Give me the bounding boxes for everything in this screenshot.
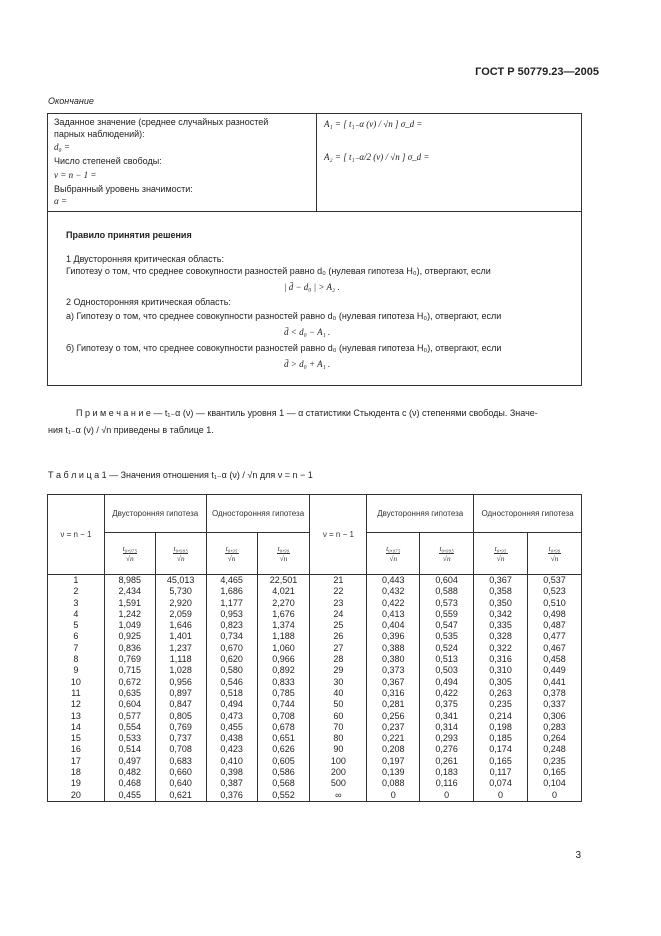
table-cell: 6	[73, 631, 79, 642]
quantile-table	[47, 494, 582, 802]
table-cell: 23	[333, 597, 344, 608]
table-cell: 0,546	[220, 676, 243, 687]
table-cell: 17	[70, 755, 81, 766]
table-cell: 0,335	[489, 620, 512, 631]
table-cell: 0,316	[382, 687, 405, 698]
a2-formula: A₂ = [ t₁₋α/2 (ν) / √n ] σ_d =	[324, 152, 430, 162]
table-cell: 0,660	[169, 767, 192, 778]
table-cell: 0,455	[118, 789, 142, 800]
table-cell: 0,208	[382, 744, 405, 755]
d0-field: d₀ =	[54, 142, 70, 152]
table-cell: 0,197	[382, 755, 405, 766]
table-cell: 0,088	[382, 778, 405, 789]
table-cell: 0,897	[169, 687, 192, 698]
table-cell: 9	[73, 665, 79, 676]
table-cell: 1,237	[169, 642, 192, 653]
table-cell: 16	[70, 744, 81, 755]
table-cell: 0,510	[543, 597, 566, 608]
table-cell: 0,953	[220, 608, 243, 619]
table-cell: 0,388	[382, 642, 405, 653]
table-cell: 15	[70, 733, 81, 744]
table-cell: 27	[333, 642, 344, 653]
sub-t099-right: $\frac{\text{t₀,₉₉}}{√n}$	[528, 533, 582, 575]
table-cell: 0,468	[118, 778, 142, 789]
page-number: 3	[575, 850, 581, 861]
dof-label: Число степеней свободы:	[54, 156, 162, 166]
table-cell: 500	[330, 778, 346, 789]
left-t0995-column	[155, 575, 206, 802]
table-cell: 0,737	[169, 733, 192, 744]
table-cell: ∞	[335, 789, 342, 800]
table-cell: 0,670	[220, 642, 243, 653]
table-cell: 0,185	[489, 733, 512, 744]
table-cell: 0,956	[169, 676, 192, 687]
table-cell: 40	[333, 687, 344, 698]
table-cell: 90	[333, 744, 344, 755]
continuation-label: Окончание	[48, 96, 94, 106]
table-cell: 5,730	[169, 586, 192, 597]
table-cell: 2,920	[169, 597, 192, 608]
table-cell: 0,117	[489, 767, 512, 778]
table-cell: 13	[70, 710, 81, 721]
table-cell: 0,316	[489, 654, 512, 665]
table-cell: 70	[333, 721, 344, 732]
right-t0995-column	[420, 575, 474, 802]
right-nu-column	[310, 575, 367, 802]
table-cell: 0,620	[220, 654, 243, 665]
table-cell: 0,174	[489, 744, 512, 755]
table-cell: 0,443	[382, 575, 405, 585]
a1-formula: A₁ = [ t₁₋α (ν) / √n ] σ_d =	[324, 119, 423, 129]
table-cell: 2	[73, 586, 79, 597]
table-cell: 0,441	[543, 676, 566, 687]
table-cell: 0,966	[272, 654, 295, 665]
table-cell: 0,635	[118, 687, 142, 698]
table-cell: 4,021	[272, 586, 295, 597]
table-cell: 2,434	[118, 586, 142, 597]
table-cell: 1,374	[272, 620, 295, 631]
input-fields	[48, 114, 317, 211]
table-cell: 0,328	[489, 631, 512, 642]
table-cell: 0,261	[435, 755, 458, 766]
table-cell: 0,523	[543, 586, 566, 597]
table-cell: 0	[498, 789, 504, 800]
table-cell: 29	[333, 665, 344, 676]
table-cell: 0,256	[382, 710, 405, 721]
table-cell: 0,378	[543, 687, 566, 698]
table-cell: 0,744	[272, 699, 295, 710]
table-cell: 0,514	[118, 744, 142, 755]
table-cell: 14	[70, 721, 81, 732]
table-cell: 0,494	[220, 699, 243, 710]
table-cell: 28	[333, 654, 344, 665]
table-cell: 0,423	[220, 744, 243, 755]
rule-title: Правило принятия решения	[66, 230, 192, 240]
table-cell: 21	[333, 575, 344, 585]
rule-2a-condition: d̄ < d₀ − A₁ .	[284, 327, 331, 337]
table-cell: 0,293	[435, 733, 458, 744]
table-cell: 24	[333, 608, 344, 619]
table-cell: 0,503	[435, 665, 458, 676]
table-cell: 0,350	[489, 597, 512, 608]
table-cell: 0,554	[118, 721, 142, 732]
table-cell: 5	[73, 620, 79, 631]
table-cell: 0,494	[435, 676, 458, 687]
table-cell: 7	[73, 642, 79, 653]
table-cell: 0,621	[169, 789, 192, 800]
table-cell: 0,833	[272, 676, 295, 687]
table-cell: 0,605	[272, 755, 295, 766]
table-cell: 0,477	[543, 631, 566, 642]
two-sided-header: Двусторонняя гипотеза	[104, 495, 206, 533]
alpha-field: α =	[54, 196, 68, 206]
table-cell: 0,235	[489, 699, 512, 710]
table-cell: 50	[333, 699, 344, 710]
table-cell: 1,060	[272, 642, 295, 653]
table-cell: 0,314	[435, 721, 458, 732]
note	[48, 405, 588, 439]
table-cell: 11	[71, 687, 81, 698]
table-cell: 0,580	[220, 665, 243, 676]
table-cell: 0,568	[272, 778, 295, 789]
table-cell: 0,524	[435, 642, 458, 653]
table-cell: 0,683	[169, 755, 192, 766]
table-cell: 0,518	[220, 687, 243, 698]
table-cell: 0,104	[543, 778, 566, 789]
table-cell: 1,177	[220, 597, 243, 608]
table-cell: 0,337	[543, 699, 566, 710]
table-cell: 0,438	[220, 733, 243, 744]
table-cell: 0,183	[435, 767, 458, 778]
table-cell: 0,836	[118, 642, 142, 653]
rule-2-heading: 2 Односторонняя критическая область:	[66, 297, 231, 307]
table-cell: 0,367	[489, 575, 512, 585]
table-cell: 0,422	[382, 597, 405, 608]
table-cell: 0,482	[118, 767, 142, 778]
table-cell: 3	[73, 597, 79, 608]
table-cell: 0,513	[435, 654, 458, 665]
input-section	[48, 114, 581, 212]
table-cell: 0,678	[272, 721, 295, 732]
left-t0975-column	[104, 575, 155, 802]
rule-2b-condition: d̄ > d₀ + A₁ .	[284, 359, 331, 369]
table-cell: 4,465	[220, 575, 243, 585]
table-cell: 60	[333, 710, 344, 721]
table-cell: 0,573	[435, 597, 458, 608]
table-cell: 0,422	[435, 687, 458, 698]
table-cell: 19	[70, 778, 81, 789]
formula-fields	[316, 114, 581, 211]
table-cell: 0,734	[220, 631, 243, 642]
table-cell: 0,847	[169, 699, 192, 710]
table-cell: 0,487	[543, 620, 566, 631]
table-cell: 0,498	[543, 608, 566, 619]
sub-t0975: $\frac{\text{t₀,₉₇₅}}{√n}$	[104, 533, 155, 575]
rule-2a-text: а) Гипотезу о том, что среднее совокупности разностей равно d₀ (нулевая гипотеза H₀), отвергают, если	[66, 311, 502, 321]
table-cell: 0,769	[169, 721, 192, 732]
table-cell: 0,214	[489, 710, 512, 721]
table-cell: 0,410	[220, 755, 243, 766]
table-cell: 10	[70, 676, 81, 687]
table-cell: 0,805	[169, 710, 192, 721]
table-cell: 0,586	[272, 767, 295, 778]
table-cell: 1,591	[118, 597, 142, 608]
nu-header-right: ν = n − 1	[310, 495, 367, 575]
table-cell: 80	[333, 733, 344, 744]
right-t095-column	[474, 575, 528, 802]
table-cell: 0,380	[382, 654, 405, 665]
table-cell: 0,310	[489, 665, 512, 676]
table-cell: 0,237	[382, 721, 405, 732]
table-cell: 0,387	[220, 778, 243, 789]
table-cell: 0,604	[118, 699, 142, 710]
sub-t095-right: $\frac{\text{t₀,₉₅}}{√n}$	[474, 533, 528, 575]
table-cell: 1,646	[169, 620, 192, 631]
table-cell: 22,501	[269, 575, 298, 585]
table-cell: 0,535	[435, 631, 458, 642]
rule-1-heading: 1 Двусторонняя критическая область:	[66, 254, 224, 264]
sub-t095: $\frac{\text{t₀,₉₅}}{√n}$	[206, 533, 257, 575]
table-cell: 0,458	[543, 654, 566, 665]
table-cell: 0,341	[435, 710, 458, 721]
table-cell: 0,373	[382, 665, 405, 676]
table-cell: 0,404	[382, 620, 405, 631]
table-cell: 1,028	[169, 665, 192, 676]
right-t099-column	[528, 575, 582, 802]
given-value-label: Заданное значение (среднее случайных разностей	[54, 117, 269, 127]
table-cell: 8,985	[118, 575, 142, 585]
table-cell: 0,533	[118, 733, 142, 744]
table-cell: 0,322	[489, 642, 512, 653]
table-cell: 1,401	[169, 631, 192, 642]
table-cell: 0,413	[382, 608, 405, 619]
table-cell: 1	[73, 575, 79, 585]
table-cell: 0,276	[435, 744, 458, 755]
table-cell: 0,823	[220, 620, 243, 631]
table-cell: 0,221	[382, 733, 405, 744]
table-cell: 0,305	[489, 676, 512, 687]
table-cell: 0,552	[272, 789, 295, 800]
table-cell: 0,263	[489, 687, 512, 698]
table-cell: 0,306	[543, 710, 566, 721]
table-cell: 0,264	[543, 733, 566, 744]
sub-t0995-right: $\frac{\text{t₀,₉₉₅}}{√n}$	[420, 533, 474, 575]
table-cell: 0,455	[220, 721, 243, 732]
table-cell: 0,559	[435, 608, 458, 619]
left-nu-column	[48, 575, 105, 802]
table-cell: 0,651	[272, 733, 295, 744]
table-cell: 0,708	[272, 710, 295, 721]
sub-t0975-right: $\frac{\text{t₀,₉₇₅}}{√n}$	[367, 533, 420, 575]
note-line-2: ния t₁₋α (ν) / √n приведены в таблице 1.	[48, 425, 214, 435]
table-caption: Т а б л и ц а 1 — Значения отношения t₁₋α (ν) / √n для ν = n − 1	[48, 470, 313, 480]
table-cell: 0,342	[489, 608, 512, 619]
nu-header: ν = n − 1	[48, 495, 105, 575]
table-cell: 0,547	[435, 620, 458, 631]
table-cell: 0,367	[382, 676, 405, 687]
sub-t0995: $\frac{\text{t₀,₉₉₅}}{√n}$	[155, 533, 206, 575]
right-t0975-column	[367, 575, 420, 802]
table-cell: 0,198	[489, 721, 512, 732]
rule-2b-text: б) Гипотезу о том, что среднее совокупности разностей равно d₀ (нулевая гипотеза H₀), отвергают, если	[66, 343, 502, 353]
table-body-row	[48, 575, 582, 802]
table-cell: 25	[333, 620, 344, 631]
table-cell: 0,672	[118, 676, 142, 687]
nu-field: ν = n − 1 =	[54, 170, 97, 180]
table-cell: 45,013	[166, 575, 195, 585]
table-cell: 0,139	[382, 767, 405, 778]
table-cell: 20	[70, 789, 81, 800]
table-cell: 26	[333, 631, 344, 642]
rule-1-text: Гипотезу о том, что среднее совокупности разностей равно d₀ (нулевая гипотеза H₀), отвергают, если	[66, 266, 491, 276]
table-cell: 22	[333, 586, 344, 597]
table-cell: 0,283	[543, 721, 566, 732]
table-cell: 0,165	[489, 755, 512, 766]
form-box	[47, 113, 582, 386]
table-cell: 1,188	[272, 631, 295, 642]
table-cell: 2,059	[169, 608, 192, 619]
table-cell: 0,376	[220, 789, 243, 800]
table-cell: 4	[73, 608, 79, 619]
table-cell: 0,769	[118, 654, 142, 665]
table-cell: 0,467	[543, 642, 566, 653]
table-cell: 0,116	[435, 778, 458, 789]
table-cell: 0,497	[118, 755, 142, 766]
table-cell: 0,432	[382, 586, 405, 597]
rule-1-condition: | d̄ − d₀ | > A₂ .	[284, 282, 340, 292]
table-cell: 2,270	[272, 597, 295, 608]
table-cell: 0,626	[272, 744, 295, 755]
table-cell: 0,640	[169, 778, 192, 789]
table-cell: 0,398	[220, 767, 243, 778]
table-cell: 1,118	[169, 654, 192, 665]
table-cell: 0,375	[435, 699, 458, 710]
table-cell: 0,892	[272, 665, 295, 676]
table-cell: 0,715	[118, 665, 142, 676]
table-cell: 0,235	[543, 755, 566, 766]
table-cell: 0,588	[435, 586, 458, 597]
table-cell: 0	[444, 789, 450, 800]
table-cell: 0	[552, 789, 558, 800]
table-cell: 0	[390, 789, 396, 800]
table-cell: 0,473	[220, 710, 243, 721]
table-cell: 0,396	[382, 631, 405, 642]
left-t099-column	[257, 575, 310, 802]
table-cell: 30	[333, 676, 344, 687]
table-cell: 1,049	[118, 620, 142, 631]
table-cell: 0,074	[489, 778, 512, 789]
note-line-1: П р и м е ч а н и е — t₁₋α (ν) — квантиль уровня 1 — α статистики Стьюдента с (ν) степенями свободы. Значе-	[76, 408, 538, 418]
table-cell: 0,281	[382, 699, 405, 710]
left-t095-column	[206, 575, 257, 802]
table-cell: 1,676	[272, 608, 295, 619]
table-header-row	[48, 495, 582, 533]
table-cell: 200	[330, 767, 346, 778]
alpha-label: Выбранный уровень значимости:	[54, 184, 193, 194]
table-cell: 0,165	[543, 767, 566, 778]
sub-t099: $\frac{\text{t₀,₉₉}}{√n}$	[257, 533, 310, 575]
table-cell: 0,604	[435, 575, 458, 585]
table-cell: 0,537	[543, 575, 566, 585]
given-value-label-cont: парных наблюдений):	[54, 129, 145, 139]
table-cell: 0,358	[489, 586, 512, 597]
table-cell: 12	[70, 699, 81, 710]
table-cell: 18	[70, 767, 81, 778]
table-cell: 0,708	[169, 744, 192, 755]
table-cell: 1,686	[220, 586, 243, 597]
table-cell: 0,925	[118, 631, 142, 642]
table-cell: 0,577	[118, 710, 142, 721]
two-sided-header-right: Двусторонняя гипотеза	[367, 495, 474, 533]
table-cell: 0,785	[272, 687, 295, 698]
table-cell: 0,248	[543, 744, 566, 755]
one-sided-header-right: Односторонняя гипотеза	[474, 495, 582, 533]
table-cell: 8	[73, 654, 79, 665]
standard-header: ГОСТ Р 50779.23—2005	[475, 66, 599, 78]
table-cell: 0,449	[543, 665, 566, 676]
table-cell: 100	[330, 755, 346, 766]
table-cell: 1,242	[118, 608, 142, 619]
one-sided-header: Односторонняя гипотеза	[206, 495, 310, 533]
